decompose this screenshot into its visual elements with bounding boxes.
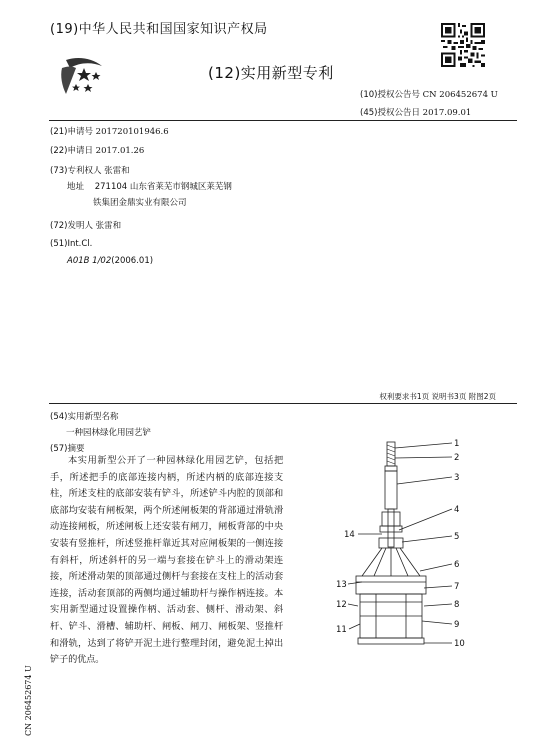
document-type: (12)实用新型专利: [208, 64, 334, 82]
page-count-info: 权利要求书1页 说明书3页 附图2页: [379, 392, 496, 401]
figure-label-7: 7: [454, 582, 460, 592]
utility-model-title-label: (54)实用新型名称: [50, 412, 119, 422]
ipc-label: (51)Int.Cl.: [50, 239, 93, 249]
sipo-logo: [58, 54, 108, 98]
figure-label-9: 9: [454, 620, 460, 630]
ipc-version: (2006.01): [111, 256, 154, 266]
publication-number-value: CN 206452674 U: [422, 90, 498, 100]
application-number: [50, 125, 169, 137]
application-date: [50, 144, 144, 156]
figure-label-14: 14: [344, 530, 355, 540]
ipc-code: A01B 1/02: [67, 256, 112, 266]
figure-label-3: 3: [454, 473, 460, 483]
inner-handle: [385, 471, 397, 509]
figure-label-6: 6: [454, 560, 460, 570]
qr-code: [441, 23, 485, 67]
address-line-2: 铁集团金鼎实业有限公司: [93, 198, 187, 208]
figure-label-10: 10: [454, 639, 465, 649]
application-date-value: 2017.01.26: [95, 146, 145, 156]
header-divider: [49, 120, 517, 121]
publication-number: [360, 88, 498, 100]
figure-label-13: 13: [336, 580, 347, 590]
publication-date-label: (45)授权公告日: [360, 108, 420, 118]
ipc-classification: [67, 256, 153, 266]
figure-label-8: 8: [454, 600, 460, 610]
figure-label-2: 2: [454, 453, 460, 463]
inventor-label: (72)发明人: [50, 221, 93, 231]
bucket-top: [356, 576, 426, 594]
inventor-value: 张雷和: [95, 221, 122, 231]
application-date-label: (22)申请日: [50, 146, 93, 156]
address: [67, 180, 232, 192]
address-line-1: 271104 山东省莱芜市钢城区莱芜钢: [94, 182, 232, 192]
patentee-label: (73)专利权人: [50, 166, 102, 176]
patentee: [50, 164, 130, 176]
inventor: [50, 219, 121, 231]
application-number-label: (21)申请号: [50, 127, 93, 137]
utility-model-title: 一种园林绿化用园艺铲: [66, 428, 152, 438]
publication-date: [360, 106, 471, 118]
address-label: 地址: [67, 182, 85, 192]
figure-label-4: 4: [454, 505, 460, 515]
abstract-divider: [49, 403, 517, 404]
abstract-text: 本实用新型公开了一种园林绿化用园艺铲，包括把手，所述把手的底部连接内柄，所述内柄的底部连接支柱，所述支柱的底部安装有铲斗，所述铲斗内腔的顶部和底部均安装有闸板架，两个所述闸板架的背部通过滑轨滑动连接闸板，所述闸板上还安装有闸刀，闸板背部的中央安装有竖推杆，所述竖推杆靠近其对应闸板架的一侧连接有斜杆，所述斜杆的另一端与套接在铲斗上的滑动架连接，所述滑动架的顶部通过侧杆与套接在支柱上的活动套连接，活动套顶部的两侧均通过辅助杆与操作柄连接。本实用新型通过设置操作柄、活动套、侧杆、滑动架、斜杆、铲斗、滑槽、辅助杆、闸板、闸刀、闸板架、竖推杆和滑轨，达到了将铲开泥土进行整理封闭，避免泥土掉出铲子的优点。: [50, 455, 283, 666]
strut: [388, 509, 394, 547]
figure-label-1: 1: [454, 439, 460, 449]
patent-office-name: (19)中华人民共和国国家知识产权局: [50, 22, 268, 37]
patent-figure: [336, 436, 486, 658]
figure-label-11: 11: [336, 625, 347, 635]
operation-collar: [382, 512, 400, 526]
figure-label-5: 5: [454, 532, 460, 542]
side-publication-number: CN 206452674 U: [24, 665, 33, 736]
patentee-value: 张雷和: [104, 166, 130, 176]
application-number-value: 201720101946.6: [95, 127, 169, 137]
publication-number-label: (10)授权公告号: [360, 90, 420, 100]
figure-label-12: 12: [336, 600, 347, 610]
abstract-label: (57)摘要: [50, 444, 85, 454]
sliding-sleeve: [379, 538, 403, 548]
publication-date-value: 2017.09.01: [422, 108, 472, 118]
